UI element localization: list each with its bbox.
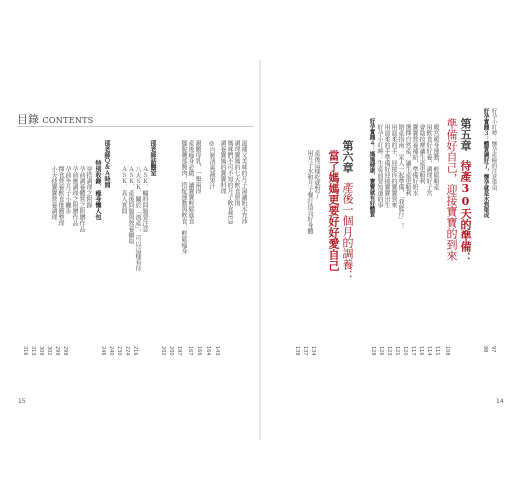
- toc-page-number: 126: [378, 346, 384, 356]
- toc-entry: 好孕小叮嚀：懷孕產檢的注意事項: [490, 108, 497, 191]
- toc-page-number: 108: [444, 346, 450, 356]
- toc-entry: 選擇自然產，讓生產更順利: [404, 124, 411, 196]
- toc-page-number: 200: [168, 346, 174, 356]
- toc-entry: 孕前調養體質之附贈作品: [78, 166, 85, 232]
- toc-entry: 調養寶媽的寶寶料理: [219, 140, 226, 194]
- toc-page-number: 116: [418, 346, 424, 356]
- toc-entry: 用飲食好好養，調理好子宮: [425, 124, 432, 196]
- toc-entry: 媽咪們不可不知的月子飲食禁忌: [226, 140, 233, 224]
- toc-title-en: CONTENTS: [42, 116, 94, 125]
- chapter-6-number: 第六章: [341, 140, 354, 173]
- toc-entry: 用溫柔的手準備好迎接寶寶出生: [383, 124, 390, 208]
- chapter-5-title: 待產30天的準備：: [459, 160, 472, 263]
- toc-entry: 用溫柔的手，迎接你的寶寶到來: [390, 124, 397, 208]
- toc-page-number: 202: [160, 346, 166, 356]
- toc-entry: 調理寶媽的七大飲食原則: [233, 140, 240, 206]
- toc-entry: ＡＳＫ．產後問題與營養攝取: [127, 166, 134, 244]
- toc-entry-badge: 好孕實踐３：體質調好了，懷孕就是水到渠成: [482, 108, 489, 218]
- toc-page-number: 121: [394, 346, 400, 356]
- toc-page-number: 302: [46, 346, 52, 356]
- toc-page-number: 240: [108, 346, 114, 356]
- toc-page-number: 313: [30, 346, 36, 356]
- section-header-qa: 邵老師Ｑ＆Ａ時間: [103, 140, 110, 188]
- toc-page-number: 167: [187, 346, 193, 356]
- toc-page-number: 98: [482, 346, 488, 353]
- toc-page-number: 316: [22, 346, 28, 356]
- toc-entry: ◎自製清爽蔬果汁: [208, 140, 215, 189]
- right-page-number: 14: [496, 398, 504, 405]
- toc-page-number: 134: [310, 346, 316, 356]
- toc-divider: [17, 126, 253, 127]
- toc-page-number: 117: [410, 346, 416, 356]
- toc-entry: 暖宮暖身運動，輕鬆順產: [432, 124, 439, 190]
- toc-entry: 小天使寶寶營養調理: [50, 166, 57, 220]
- left-page-number: 15: [18, 398, 26, 405]
- toc-entry: 好孕小叮嚀：生產前要知道的事: [376, 124, 383, 208]
- toc-title-cn: 目錄: [17, 113, 39, 126]
- toc-page-number: 216: [132, 346, 138, 356]
- toc-page-number: 299: [54, 346, 60, 356]
- toc-page-number: 114: [426, 346, 432, 356]
- toc-entry: 寶寶營養補給，準備好奶水: [411, 124, 418, 196]
- toc-entry: 穿搭調理之附錄: [85, 166, 92, 208]
- toc-page-number: 166: [196, 346, 202, 356]
- toc-page-number: 309: [38, 346, 44, 356]
- toc-page-number: 128: [370, 346, 376, 356]
- toc-entry: 用月子水和月子餐打造良好身體: [306, 150, 313, 234]
- section-sub-special: 特別收錄．瘦身懶人包: [94, 160, 101, 220]
- toc-entry: 八大ＳＫ．關於「流產」，可以這樣看待: [134, 166, 141, 271]
- toc-entry: 親餵母乳，一舉兩得: [194, 140, 201, 194]
- toc-entry: 孕前坐月子小撇步: [64, 166, 71, 214]
- chapter-5-subtitle: 準備好自己，迎接寶寶的到來: [445, 118, 458, 261]
- toc-page-number: 230: [116, 346, 122, 356]
- toc-entry: 產後瘦身必做：讓寶寶輕鬆進食: [187, 140, 194, 224]
- toc-entry: 產後這樣吃就對了: [313, 150, 320, 198]
- toc-page-number: 137: [302, 346, 308, 356]
- toc-page-number: 120: [402, 346, 408, 356]
- toc-page-number: 246: [100, 346, 106, 356]
- toc-title: [17, 111, 94, 127]
- section-header-doctor-room: 邵老師話醫室: [149, 140, 156, 176]
- toc-entry: 陪產指南：家人一起準備，「我能行」！: [397, 124, 404, 229]
- toc-page-number: 111: [434, 346, 440, 356]
- chapter-6-subtitle: 當了媽媽更要好好愛自己: [327, 150, 340, 271]
- toc-page-number: 97: [490, 346, 496, 353]
- right-page: [260, 0, 520, 500]
- toc-page-number: 123: [386, 346, 392, 356]
- toc-entry-badge: 好孕實踐４：媽媽健康，寶寶就有好體質: [368, 118, 375, 217]
- toc-page-number: 197: [176, 346, 182, 356]
- toc-page-number: 224: [124, 346, 130, 356]
- toc-entry: ＡＳＫ．輸料問題要注意: [141, 166, 148, 232]
- toc-page-number: 164: [205, 346, 211, 356]
- chapter-5-number: 第五章: [459, 118, 472, 151]
- chapter-6-title: 產後一個月的調養：: [341, 182, 354, 281]
- toc-page-number: 143: [214, 346, 220, 356]
- toc-entry: 滋補又美味的月子湯讓奶水充沛: [240, 140, 247, 224]
- toc-page-number: 138: [294, 346, 300, 356]
- toc-entry: 會陰按摩讓生產更順利: [418, 124, 425, 184]
- toc-entry: 擺脫腰部贅肉，搭配運動與飲食，輕鬆瘦身: [180, 140, 187, 254]
- toc-entry: 擇食營養飲食推薦整理: [57, 166, 64, 226]
- toc-page-number: 298: [62, 346, 68, 356]
- toc-entry: 孕前應調理之附贈作品: [71, 166, 78, 226]
- toc-entry: ＡＳＫ．真人實問: [120, 166, 127, 214]
